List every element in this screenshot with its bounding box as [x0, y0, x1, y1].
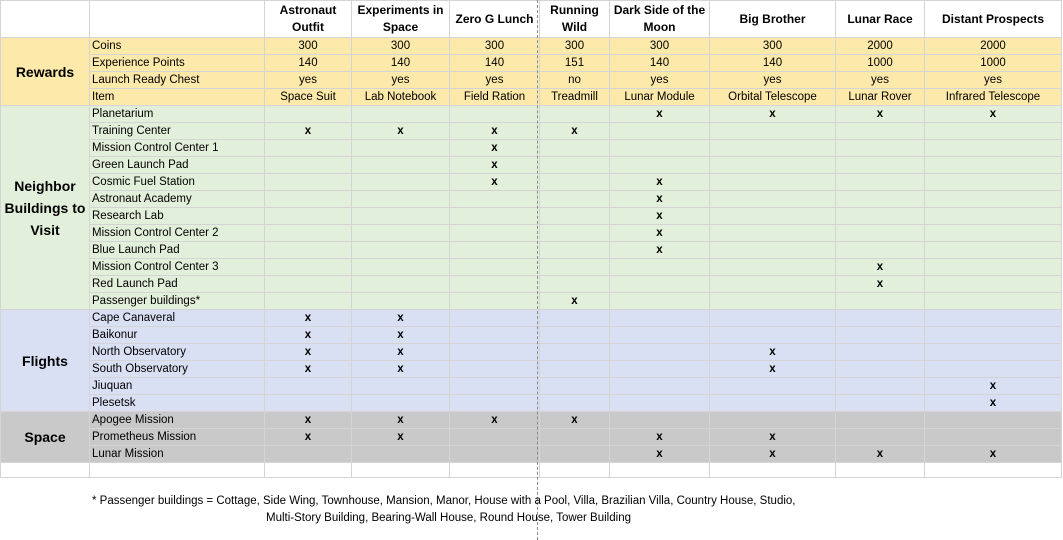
cell[interactable]: x — [265, 327, 352, 344]
cell[interactable] — [540, 157, 610, 174]
table-row — [1, 174, 1062, 191]
group-label-space[interactable]: Space — [1, 412, 90, 463]
cell[interactable] — [450, 310, 540, 327]
footnote — [92, 493, 872, 527]
cell[interactable] — [925, 242, 1062, 259]
cell[interactable] — [836, 208, 925, 225]
cell[interactable]: x — [450, 412, 540, 429]
row-label-blue-launch-pad[interactable]: Blue Launch Pad — [90, 242, 265, 259]
cell[interactable] — [925, 259, 1062, 276]
cell[interactable] — [836, 157, 925, 174]
cell[interactable] — [352, 157, 450, 174]
cell[interactable] — [450, 276, 540, 293]
cell[interactable] — [352, 191, 450, 208]
cell[interactable] — [925, 361, 1062, 378]
cell[interactable] — [610, 293, 710, 310]
page-break-line — [537, 0, 538, 540]
cell[interactable] — [836, 191, 925, 208]
table-row — [1, 429, 1062, 446]
column-header-zero-g-lunch[interactable]: Zero G Lunch — [450, 1, 540, 38]
empty-cell[interactable] — [540, 463, 610, 478]
cell[interactable] — [836, 378, 925, 395]
cell[interactable] — [540, 174, 610, 191]
row-label-baikonur[interactable]: Baikonur — [90, 327, 265, 344]
cell[interactable]: x — [352, 412, 450, 429]
cell[interactable] — [352, 293, 450, 310]
cell[interactable] — [925, 327, 1062, 344]
cell[interactable] — [836, 310, 925, 327]
cell[interactable]: 140 — [610, 55, 710, 72]
cell[interactable]: x — [265, 123, 352, 140]
table-row — [1, 89, 1062, 106]
cell[interactable]: x — [836, 276, 925, 293]
cell[interactable]: Lunar Module — [610, 89, 710, 106]
cell[interactable]: 300 — [450, 38, 540, 55]
cell[interactable] — [610, 361, 710, 378]
cell[interactable]: x — [352, 361, 450, 378]
row-label-research-lab[interactable]: Research Lab — [90, 208, 265, 225]
cell[interactable]: x — [610, 208, 710, 225]
row-label-planetarium[interactable]: Planetarium — [90, 106, 265, 123]
table-row — [1, 191, 1062, 208]
cell[interactable] — [540, 106, 610, 123]
cell[interactable] — [450, 242, 540, 259]
cell[interactable]: yes — [265, 72, 352, 89]
empty-cell[interactable] — [265, 463, 352, 478]
table-row — [1, 140, 1062, 157]
cell[interactable]: Orbital Telescope — [710, 89, 836, 106]
cell[interactable] — [710, 276, 836, 293]
row-label-launch-ready-chest[interactable]: Launch Ready Chest — [90, 72, 265, 89]
row-label-red-launch-pad[interactable]: Red Launch Pad — [90, 276, 265, 293]
cell[interactable]: x — [450, 123, 540, 140]
cell[interactable] — [265, 106, 352, 123]
table-row — [1, 106, 1062, 123]
cell[interactable] — [352, 259, 450, 276]
cell[interactable] — [265, 378, 352, 395]
cell[interactable]: x — [710, 429, 836, 446]
cell[interactable] — [540, 327, 610, 344]
cell[interactable]: x — [352, 344, 450, 361]
cell[interactable]: 2000 — [925, 38, 1062, 55]
cell[interactable] — [925, 123, 1062, 140]
cell[interactable] — [925, 208, 1062, 225]
cell[interactable] — [610, 310, 710, 327]
cell[interactable] — [710, 412, 836, 429]
cell[interactable] — [710, 174, 836, 191]
row-label-prometheus-mission[interactable]: Prometheus Mission — [90, 429, 265, 446]
cell[interactable]: x — [450, 174, 540, 191]
cell[interactable] — [450, 293, 540, 310]
row-label-mission-control-center-1[interactable]: Mission Control Center 1 — [90, 140, 265, 157]
cell[interactable]: Field Ration — [450, 89, 540, 106]
cell[interactable] — [925, 429, 1062, 446]
cell[interactable] — [925, 174, 1062, 191]
cell[interactable] — [610, 344, 710, 361]
table-row — [1, 38, 1062, 55]
table-row — [1, 55, 1062, 72]
cell[interactable]: 300 — [352, 38, 450, 55]
cell[interactable]: x — [710, 344, 836, 361]
cell[interactable] — [610, 123, 710, 140]
cell[interactable]: yes — [610, 72, 710, 89]
cell[interactable] — [540, 344, 610, 361]
group-label-neighbor[interactable]: Neighbor Buildings to Visit — [1, 106, 90, 310]
cell[interactable]: yes — [925, 72, 1062, 89]
cell[interactable] — [540, 446, 610, 463]
cell[interactable] — [352, 242, 450, 259]
cell[interactable] — [710, 378, 836, 395]
cell[interactable] — [540, 242, 610, 259]
cell[interactable] — [265, 174, 352, 191]
table-row — [1, 310, 1062, 327]
cell[interactable]: x — [450, 157, 540, 174]
cell[interactable]: x — [610, 429, 710, 446]
cell[interactable] — [710, 191, 836, 208]
cell[interactable] — [836, 395, 925, 412]
cell[interactable] — [610, 412, 710, 429]
table-row — [1, 72, 1062, 89]
cell[interactable]: Treadmill — [540, 89, 610, 106]
column-header-astronaut-outfit[interactable]: Astronaut Outfit — [265, 1, 352, 38]
row-label-plesetsk[interactable]: Plesetsk — [90, 395, 265, 412]
cell[interactable] — [540, 259, 610, 276]
cell[interactable]: x — [925, 106, 1062, 123]
cell[interactable] — [710, 310, 836, 327]
cell[interactable]: x — [710, 446, 836, 463]
cell[interactable]: Infrared Telescope — [925, 89, 1062, 106]
cell[interactable] — [610, 395, 710, 412]
column-header-dark-side-of-the-moon[interactable]: Dark Side of the Moon — [610, 1, 710, 38]
cell[interactable] — [540, 395, 610, 412]
cell[interactable]: yes — [450, 72, 540, 89]
cell[interactable] — [540, 429, 610, 446]
cell[interactable] — [450, 327, 540, 344]
row-label-apogee-mission[interactable]: Apogee Mission — [90, 412, 265, 429]
cell[interactable]: x — [265, 344, 352, 361]
cell[interactable] — [265, 140, 352, 157]
cell[interactable] — [836, 429, 925, 446]
table-row — [1, 242, 1062, 259]
cell[interactable]: x — [836, 106, 925, 123]
cell[interactable] — [540, 310, 610, 327]
row-label-jiuquan[interactable]: Jiuquan — [90, 378, 265, 395]
cell[interactable]: x — [450, 140, 540, 157]
cell[interactable]: x — [610, 191, 710, 208]
cell[interactable]: x — [265, 429, 352, 446]
empty-cell[interactable] — [90, 463, 265, 478]
empty-cell[interactable] — [925, 463, 1062, 478]
empty-cell[interactable] — [610, 463, 710, 478]
cell[interactable]: x — [610, 106, 710, 123]
cell[interactable] — [925, 140, 1062, 157]
cell[interactable] — [836, 344, 925, 361]
cell[interactable]: 140 — [710, 55, 836, 72]
footnote-line-2: Multi-Story Building, Bearing-Wall House, Round House, Tower Building — [266, 512, 631, 524]
row-label-mission-control-center-2[interactable]: Mission Control Center 2 — [90, 225, 265, 242]
cell[interactable] — [540, 208, 610, 225]
column-header-distant-prospects[interactable]: Distant Prospects — [925, 1, 1062, 38]
cell[interactable] — [450, 225, 540, 242]
cell[interactable] — [710, 208, 836, 225]
cell[interactable]: x — [836, 446, 925, 463]
row-label-cosmic-fuel-station[interactable]: Cosmic Fuel Station — [90, 174, 265, 191]
cell[interactable] — [710, 225, 836, 242]
table-row — [1, 225, 1062, 242]
cell[interactable]: x — [265, 310, 352, 327]
cell[interactable] — [352, 140, 450, 157]
cell[interactable] — [265, 446, 352, 463]
table-row — [1, 157, 1062, 174]
cell[interactable] — [610, 259, 710, 276]
cell[interactable]: yes — [710, 72, 836, 89]
row-label-passenger-buildings[interactable]: Passenger buildings* — [90, 293, 265, 310]
cell[interactable]: 300 — [610, 38, 710, 55]
cell[interactable] — [450, 344, 540, 361]
corner-cell[interactable] — [1, 1, 90, 38]
cell[interactable] — [352, 446, 450, 463]
cell[interactable] — [265, 208, 352, 225]
cell[interactable] — [836, 174, 925, 191]
row-label-green-launch-pad[interactable]: Green Launch Pad — [90, 157, 265, 174]
cell[interactable] — [450, 106, 540, 123]
column-header-experiments-in-space[interactable]: Experiments in Space — [352, 1, 450, 38]
table-row — [1, 276, 1062, 293]
table-row — [1, 361, 1062, 378]
cell[interactable] — [265, 395, 352, 412]
cell[interactable] — [610, 378, 710, 395]
cell[interactable] — [450, 395, 540, 412]
table-row — [1, 378, 1062, 395]
cell[interactable] — [925, 191, 1062, 208]
cell[interactable] — [710, 157, 836, 174]
table-row — [1, 412, 1062, 429]
column-header-big-brother[interactable]: Big Brother — [710, 1, 836, 38]
cell[interactable]: x — [610, 446, 710, 463]
cell[interactable] — [450, 191, 540, 208]
cell[interactable] — [352, 378, 450, 395]
cell[interactable] — [540, 225, 610, 242]
cell[interactable] — [836, 123, 925, 140]
cell[interactable] — [450, 361, 540, 378]
cell[interactable]: x — [540, 123, 610, 140]
cell[interactable]: x — [925, 378, 1062, 395]
cell[interactable]: x — [710, 361, 836, 378]
column-header-lunar-race[interactable]: Lunar Race — [836, 1, 925, 38]
cell[interactable]: 1000 — [836, 55, 925, 72]
empty-row — [1, 463, 1062, 478]
cell[interactable]: x — [352, 327, 450, 344]
cell[interactable] — [925, 344, 1062, 361]
empty-cell[interactable] — [710, 463, 836, 478]
cell[interactable]: x — [540, 412, 610, 429]
cell[interactable]: yes — [836, 72, 925, 89]
cell[interactable] — [610, 276, 710, 293]
empty-cell[interactable] — [1, 463, 90, 478]
cell[interactable] — [836, 140, 925, 157]
row-label-experience-points[interactable]: Experience Points — [90, 55, 265, 72]
cell[interactable]: 1000 — [925, 55, 1062, 72]
table-row — [1, 293, 1062, 310]
row-label-mission-control-center-3[interactable]: Mission Control Center 3 — [90, 259, 265, 276]
cell[interactable] — [925, 412, 1062, 429]
footnote-line-1: * Passenger buildings = Cottage, Side Wing, Townhouse, Mansion, Manor, House with a Pool, Villa, Brazilian Villa, Country House, Studio, — [92, 495, 796, 507]
cell[interactable] — [265, 293, 352, 310]
cell[interactable]: 2000 — [836, 38, 925, 55]
cell[interactable]: x — [610, 225, 710, 242]
cell[interactable] — [610, 327, 710, 344]
cell[interactable] — [610, 140, 710, 157]
cell[interactable] — [925, 225, 1062, 242]
cell[interactable] — [450, 208, 540, 225]
cell[interactable] — [710, 395, 836, 412]
cell[interactable]: x — [265, 361, 352, 378]
empty-cell[interactable] — [450, 463, 540, 478]
cell[interactable] — [836, 293, 925, 310]
cell[interactable] — [540, 140, 610, 157]
table-row — [1, 395, 1062, 412]
cell[interactable]: x — [610, 174, 710, 191]
cell[interactable]: 140 — [265, 55, 352, 72]
cell[interactable] — [836, 225, 925, 242]
group-label-flights[interactable]: Flights — [1, 310, 90, 412]
cell[interactable] — [265, 157, 352, 174]
cell[interactable] — [265, 225, 352, 242]
row-label-coins[interactable]: Coins — [90, 38, 265, 55]
table-row — [1, 344, 1062, 361]
row-label-lunar-mission[interactable]: Lunar Mission — [90, 446, 265, 463]
cell[interactable] — [710, 242, 836, 259]
cell[interactable] — [925, 293, 1062, 310]
cell[interactable] — [265, 242, 352, 259]
cell[interactable] — [710, 327, 836, 344]
label-header-cell[interactable] — [90, 1, 265, 38]
cell[interactable]: Lunar Rover — [836, 89, 925, 106]
cell[interactable] — [540, 276, 610, 293]
cell[interactable]: x — [836, 259, 925, 276]
cell[interactable] — [352, 225, 450, 242]
empty-cell[interactable] — [836, 463, 925, 478]
row-label-south-observatory[interactable]: South Observatory — [90, 361, 265, 378]
cell[interactable] — [710, 140, 836, 157]
cell[interactable] — [836, 327, 925, 344]
cell[interactable] — [265, 276, 352, 293]
cell[interactable]: x — [352, 123, 450, 140]
cell[interactable] — [540, 361, 610, 378]
cell[interactable] — [352, 208, 450, 225]
cell[interactable]: yes — [352, 72, 450, 89]
row-label-item[interactable]: Item — [90, 89, 265, 106]
cell[interactable] — [925, 310, 1062, 327]
row-label-north-observatory[interactable]: North Observatory — [90, 344, 265, 361]
cell[interactable] — [265, 191, 352, 208]
cell[interactable]: x — [540, 293, 610, 310]
cell[interactable]: 140 — [352, 55, 450, 72]
cell[interactable] — [352, 395, 450, 412]
cell[interactable]: x — [265, 412, 352, 429]
empty-cell[interactable] — [352, 463, 450, 478]
cell[interactable]: x — [925, 446, 1062, 463]
cell[interactable] — [450, 446, 540, 463]
cell[interactable]: x — [925, 395, 1062, 412]
row-label-training-center[interactable]: Training Center — [90, 123, 265, 140]
cell[interactable] — [352, 276, 450, 293]
cell[interactable]: 300 — [540, 38, 610, 55]
cell[interactable] — [836, 361, 925, 378]
cell[interactable] — [710, 123, 836, 140]
cell[interactable]: 140 — [450, 55, 540, 72]
cell[interactable] — [352, 106, 450, 123]
cell[interactable]: no — [540, 72, 610, 89]
column-header-running-wild[interactable]: Running Wild — [540, 1, 610, 38]
table-row — [1, 446, 1062, 463]
cell[interactable] — [450, 259, 540, 276]
cell[interactable] — [610, 157, 710, 174]
cell[interactable]: x — [710, 106, 836, 123]
row-label-cape-canaveral[interactable]: Cape Canaveral — [90, 310, 265, 327]
table-row — [1, 327, 1062, 344]
cell[interactable] — [450, 429, 540, 446]
group-label-rewards[interactable]: Rewards — [1, 38, 90, 106]
cell[interactable] — [925, 157, 1062, 174]
cell[interactable]: x — [352, 429, 450, 446]
cell[interactable] — [836, 242, 925, 259]
row-label-astronaut-academy[interactable]: Astronaut Academy — [90, 191, 265, 208]
cell[interactable] — [352, 174, 450, 191]
cell[interactable] — [540, 378, 610, 395]
cell[interactable]: 300 — [710, 38, 836, 55]
table-row — [1, 259, 1062, 276]
header-row — [1, 1, 1062, 38]
cell[interactable] — [925, 276, 1062, 293]
cell[interactable]: Space Suit — [265, 89, 352, 106]
cell[interactable] — [265, 259, 352, 276]
cell[interactable]: x — [610, 242, 710, 259]
cell[interactable]: x — [352, 310, 450, 327]
cell[interactable] — [710, 259, 836, 276]
cell[interactable]: 300 — [265, 38, 352, 55]
cell[interactable]: 151 — [540, 55, 610, 72]
cell[interactable] — [710, 293, 836, 310]
cell[interactable]: Lab Notebook — [352, 89, 450, 106]
cell[interactable] — [540, 191, 610, 208]
cell[interactable] — [450, 378, 540, 395]
cell[interactable] — [836, 412, 925, 429]
table-row — [1, 208, 1062, 225]
table-row — [1, 123, 1062, 140]
